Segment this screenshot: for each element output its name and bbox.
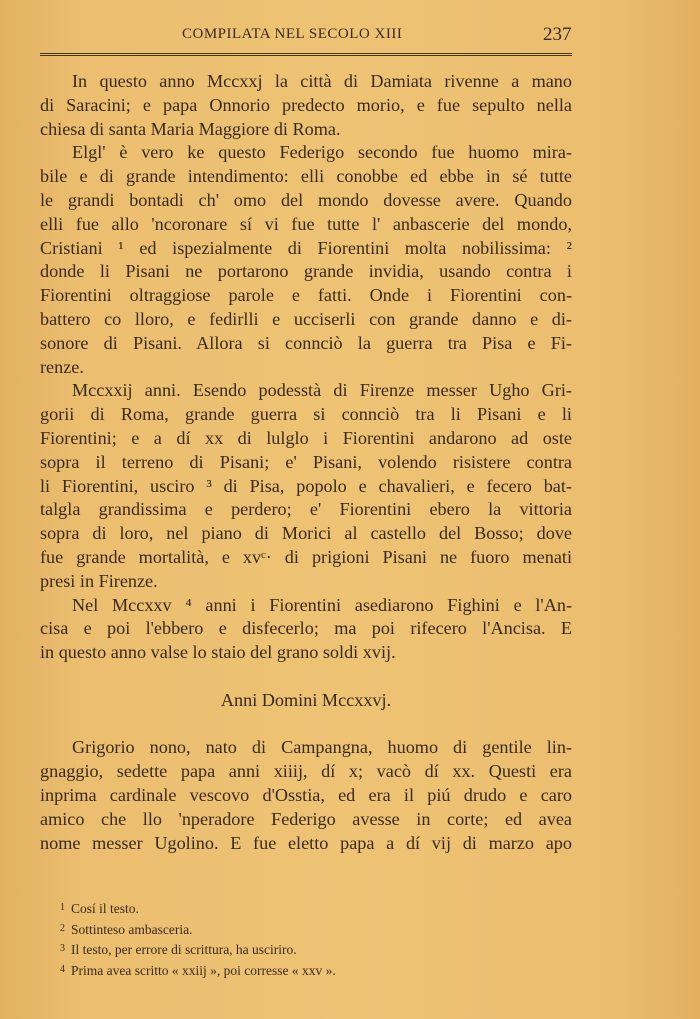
text-line: In questo anno Mccxxj la città di Damiata rivenne a mano [72, 71, 572, 91]
text-line: cisa e poi l'ebbero e disfecerlo; ma poi rifecero l'Ancisa. E [40, 618, 572, 639]
text-line: Mccxxij anni. Esendo podesstà di Firenze messer Ugho Gri- [72, 380, 572, 401]
text-block-2 [40, 736, 572, 855]
text-block-1 [40, 70, 572, 665]
text-line: amico che llo 'nperadore Federigo avesse in corte; ed avea [40, 808, 572, 829]
text-line: sonore di Pisani. Allora si connciò la guerra tra Pisa e Fi- [40, 332, 572, 353]
section-heading: Anni Domini Mccxxvj. [220, 689, 392, 710]
text-line: sopra di loro, nel piano di Morici al castello del Bosso; dove [40, 523, 572, 544]
text-line: sopra il terreno di Pisani; e' Pisani, volendo risistere contra [40, 451, 572, 472]
text-line: li Fiorentini, usciro ³ di Pisa, popolo e chavalieri, e fecero bat- [40, 475, 572, 496]
footnote-number: 3 [60, 943, 65, 954]
text-line: battero co lloro, e fedirlli e ucciserli con grande danno e di- [40, 308, 572, 329]
footnote-number: 1 [60, 902, 65, 913]
text-line: Fiorentini oltraggiose parole e fatti. Onde i Fiorentini con- [40, 285, 572, 306]
footnote-text: Il testo, per errore di scrittura, ha usciriro. [71, 942, 297, 957]
footnote-number: 2 [60, 922, 65, 934]
footnote-text: Prima avea scritto « xxiij », poi corresse « xxv ». [71, 962, 336, 978]
text-line: inprima cardinale vescovo d'Osstia, ed era il piú drudo e caro [40, 784, 572, 805]
header-rule [40, 53, 572, 56]
text-line: talgla grandissima e perdero; e' Fiorentini ebero la vittoria [40, 499, 572, 520]
text-line: presi in Firenze. [40, 570, 158, 591]
text-line: di Saracini; e papa Onnorio predecto morio, e fue sepulto nella [40, 94, 572, 115]
text-line: Fiorentini; e a dí xx di lulglo i Fiorentini andarono ad oste [40, 427, 572, 448]
text-line: renze. [40, 356, 84, 377]
page-header [40, 26, 572, 50]
spacer [40, 713, 572, 737]
footnote [60, 960, 560, 981]
page-number: 237 [543, 24, 572, 45]
text-line: gnaggio, sedette papa anni xiiij, dí x; vacò dí xx. Questi era [40, 761, 572, 782]
text-line: donde li Pisani ne portarono grande invidia, usando contra i [40, 261, 572, 282]
spacer [40, 665, 572, 689]
running-title: COMPILATA NEL SECOLO XIII [182, 26, 403, 42]
footnote [60, 919, 560, 940]
footnote-text: Cosí il testo. [71, 901, 139, 916]
footnote-number: 4 [60, 963, 65, 975]
text-line: chiesa di santa Maria Maggiore di Roma. [40, 118, 341, 139]
text-line: Elgl' è vero ke questo Federigo secondo fue huomo mira- [72, 142, 572, 163]
text-line: fue grande mortalità, e xvᶜ· di prigioni Pisani ne fuoro menati [40, 546, 572, 567]
text-line: nome messer Ugolino. E fue eletto papa a dí vij di marzo apo [40, 832, 572, 853]
text-line: bile e di grande intendimento: elli conobbe ed ebbe in sé tutte [40, 166, 572, 187]
footnote-text: Sottinteso ambasceria. [71, 921, 193, 937]
text-line: Cristiani ¹ ed ispezialmente di Fiorentini molta nobilissima: ² [40, 237, 572, 258]
footnote [60, 898, 560, 919]
text-line: in questo anno valse lo staio del grano soldi xvij. [40, 642, 396, 663]
body-text [40, 70, 572, 855]
text-line: gorii di Roma, grande guerra si connciò tra li Pisani e li [40, 404, 572, 425]
text-line: Grigorio nono, nato di Campangna, huomo di gentile lin- [72, 737, 572, 758]
footnotes [60, 898, 560, 980]
text-line: le grandi bontadi ch' omo del mondo dovesse avere. Quando [40, 189, 572, 210]
text-line: elli fue allo 'ncoronare sí vi fue tutte l' anbascerie del mondo, [40, 213, 572, 234]
text-line: Nel Mccxxv ⁴ anni i Fiorentini asediarono Fighini e l'An- [72, 594, 572, 615]
footnote [60, 939, 560, 960]
